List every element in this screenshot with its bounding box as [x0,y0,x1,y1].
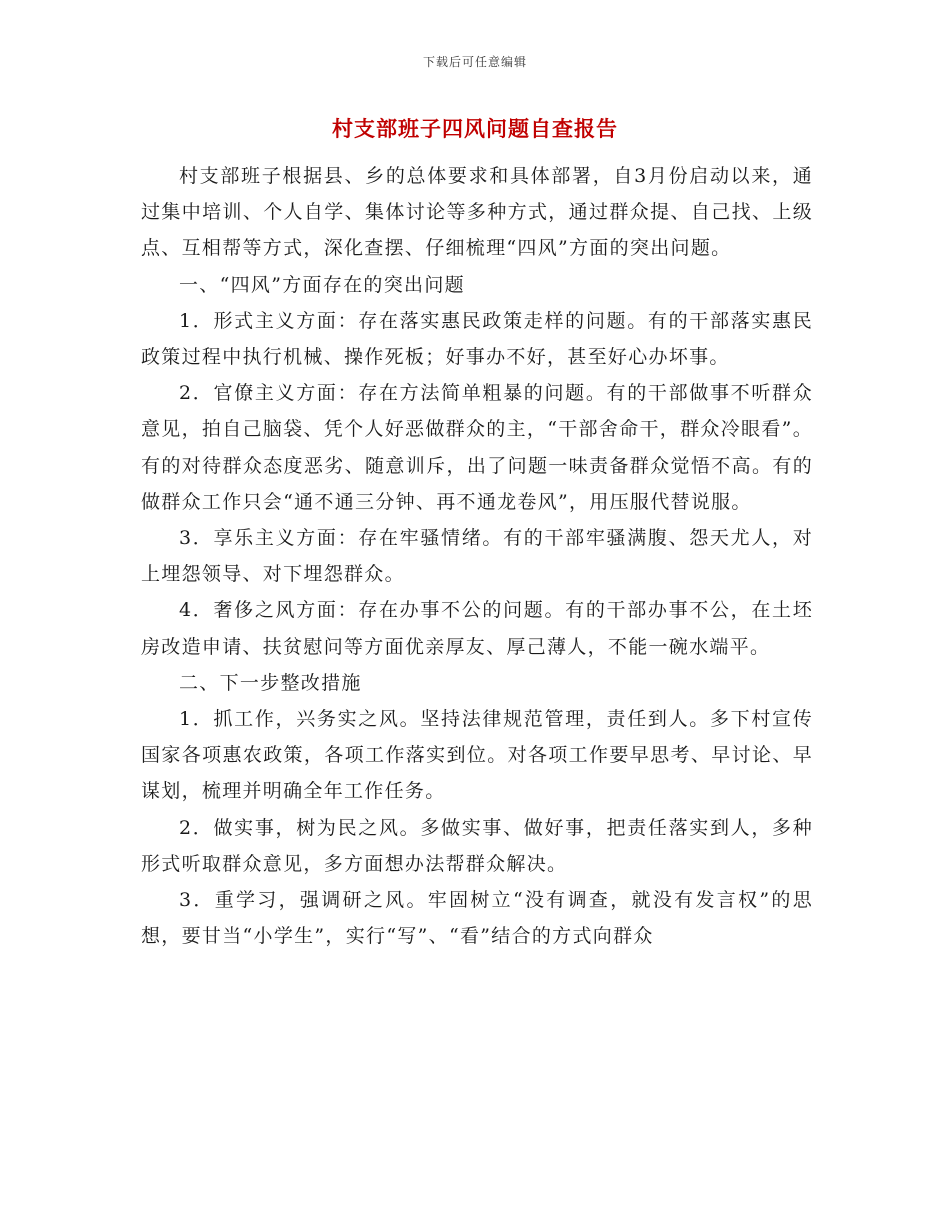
document-body [141,158,813,954]
paragraph-formalism: 1．形式主义方面：存在落实惠民政策走样的问题。有的干部落实惠民政策过程中执行机械、操作死板；好事办不好，甚至好心办坏事。 [141,309,813,369]
paragraph-bureaucratism: 2．官僚主义方面：存在方法简单粗暴的问题。有的干部做事不听群众意见，拍自己脑袋、凭个人好恶做群众的主，“干部舍命干，群众冷眼看”。有的对待群众态度恶劣、随意训斥，出了问题一味责备群众觉悟不高。有的做群众工作只会“通不通三分钟、再不通龙卷风”，用压服代替说服。 [141,382,813,513]
paragraph-intro: 村支部班子根据县、乡的总体要求和具体部署，自3月份启动以来，通过集中培训、个人自学、集体讨论等多种方式，通过群众提、自己找、上级点、互相帮等方式，深化查摆、仔细梳理“四风”方面的突出问题。 [141,165,813,260]
paragraph-extravagance: 4．奢侈之风方面：存在办事不公的问题。有的干部办事不公，在土坯房改造申请、扶贫慰问等方面优亲厚友、厚己薄人，不能一碗水端平。 [141,599,813,658]
document-title: 村支部班子四风问题自查报告 [332,116,618,141]
paragraph-measure-1: 1．抓工作，兴务实之风。坚持法律规范管理，责任到人。多下村宣传国家各项惠农政策，各项工作落实到位。对各项工作要早思考、早讨论、早谋划，梳理并明确全年工作任务。 [141,708,813,803]
paragraph-measure-2: 2．做实事，树为民之风。多做实事、做好事，把责任落实到人，多种形式听取群众意见，多方面想办法帮群众解决。 [141,816,813,875]
header-note: 下载后可任意编辑 [422,55,527,69]
section-heading-measures: 二、下一步整改措施 [179,671,362,694]
paragraph-measure-3: 3．重学习，强调研之风。牢固树立“没有调查，就没有发言权”的思想，要甘当“小学生”，实行“写”、“看”结合的方式向群众 [141,889,813,948]
paragraph-hedonism: 3．享乐主义方面：存在牢骚情绪。有的干部牢骚满腹、怨天尤人，对上埋怨领导、对下埋怨群众。 [141,527,813,586]
section-heading-problems: 一、“四风”方面存在的突出问题 [179,273,465,296]
